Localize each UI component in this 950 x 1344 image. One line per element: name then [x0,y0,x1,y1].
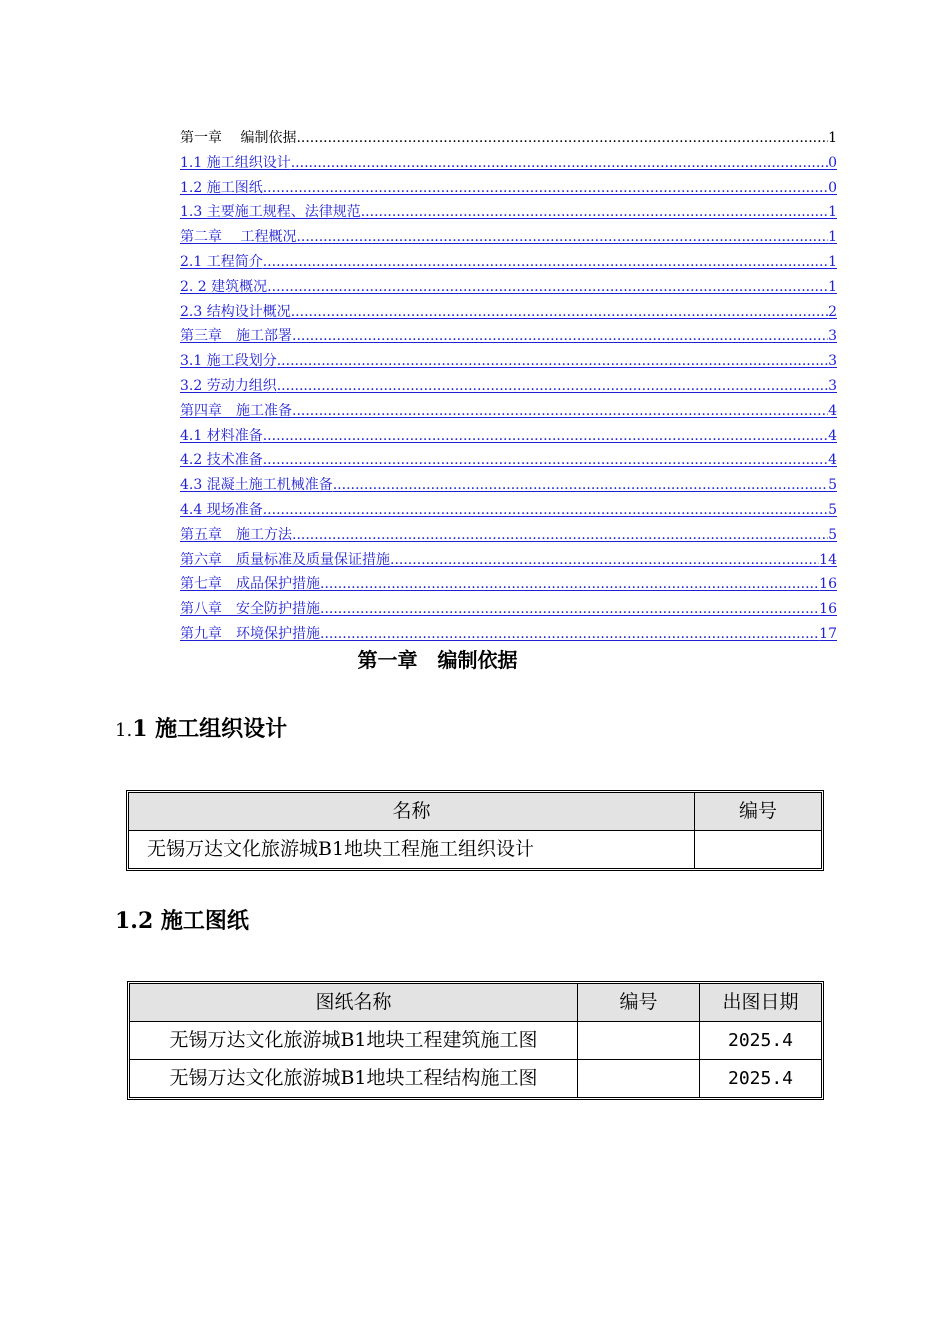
toc-entry[interactable] [180,324,837,349]
section-number-prefix: 1. [115,720,133,741]
cell-number [578,1022,700,1060]
toc-entry[interactable] [180,548,837,573]
cell-drawing-name: 无锡万达文化旅游城B1地块工程建筑施工图 [130,1022,578,1060]
cell-drawing-name: 无锡万达文化旅游城B1地块工程结构施工图 [130,1060,578,1097]
chapter-title: 第一章 编制依据 [357,648,518,672]
header-cell-number: 编号 [578,984,700,1022]
cell-date: 2025.4 [727,1068,794,1089]
toc-entry-page: 4 [828,452,837,469]
toc-entry-page: 1 [828,253,837,270]
toc-entry[interactable] [180,523,837,548]
toc-entry[interactable] [180,399,837,424]
toc-entry-page: 16 [819,576,837,593]
toc-entry-page: 5 [828,501,837,518]
toc-entry-title: 第二章 工程概况 [180,229,297,246]
toc-entry[interactable] [180,374,837,399]
toc-entry[interactable] [180,300,837,325]
table-header-row [129,793,821,831]
toc-entry-title: 1.1 施工组织设计 [180,154,291,171]
toc-entry[interactable] [180,597,837,622]
toc-entry[interactable] [180,176,837,201]
toc-entry-page: 3 [828,328,837,345]
toc-entry-title: 第八章 安全防护措施 [180,601,320,618]
toc-entry[interactable] [180,622,837,647]
toc-entry-title: 3.2 劳动力组织 [180,377,277,394]
toc-entry[interactable] [180,424,837,449]
toc-entry-title: 1.3 主要施工规程、法律规范 [180,204,361,221]
toc-entry-page: 1 [828,278,837,295]
toc-entry-title: 4.3 混凝土施工机械准备 [180,477,333,494]
toc-entry[interactable] [180,126,837,151]
section-title: 1 施工组织设计 [132,716,288,742]
toc-entry[interactable] [180,250,837,275]
section-heading-1-2: 1.2 施工图纸 [115,908,249,934]
toc-entry-page: 1 [828,130,837,146]
toc-entry-page: 5 [828,526,837,543]
toc-entry-title: 第六章 质量标准及质量保证措施 [180,551,390,568]
toc-entry-title: 第一章 编制依据 [180,130,297,146]
cell-number [578,1060,700,1097]
toc-entry-page: 4 [828,402,837,419]
toc-entry-title: 2.3 结构设计概况 [180,303,291,320]
toc-entry[interactable] [180,151,837,176]
table-header-row [130,984,821,1022]
toc-entry-page: 0 [828,179,837,196]
toc-entry-title: 2. 2 建筑概况 [180,278,268,295]
toc-entry-title: 第九章 环境保护措施 [180,625,320,642]
toc-entry-title: 4.1 材料准备 [180,427,263,444]
toc-entry-page: 16 [819,601,837,618]
header-cell-number: 编号 [695,793,821,831]
toc-entry-page: 5 [828,477,837,494]
toc-entry-title: 第五章 施工方法 [180,526,292,543]
toc-entry-title: 第三章 施工部署 [180,328,292,345]
toc-entry[interactable] [180,473,837,498]
toc-entry[interactable] [180,225,837,250]
table-of-contents [180,126,837,647]
toc-entry-page: 0 [828,154,837,171]
toc-entry-page: 1 [828,204,837,221]
toc-entry-page: 3 [828,377,837,394]
toc-entry-title: 第四章 施工准备 [180,402,292,419]
table-row [130,1060,821,1097]
table-row [129,831,821,868]
toc-entry-page: 4 [828,427,837,444]
header-cell-drawing-name: 图纸名称 [130,984,578,1022]
cell-date: 2025.4 [700,1022,821,1060]
drawings-table [127,981,824,1100]
cell-number [695,831,821,868]
toc-entry[interactable] [180,498,837,523]
toc-entry-page: 3 [828,353,837,370]
toc-entry-page: 2 [828,303,837,320]
toc-entry[interactable] [180,448,837,473]
toc-entry-page: 14 [819,551,837,568]
toc-entry[interactable] [180,200,837,225]
section-heading-1-1 [115,714,287,746]
toc-entry-title: 4.4 现场准备 [180,501,263,518]
toc-entry[interactable] [180,572,837,597]
toc-entry-title: 第七章 成品保护措施 [180,576,320,593]
toc-entry[interactable] [180,275,837,300]
toc-entry-page: 17 [819,625,837,642]
construction-design-table [126,790,824,871]
toc-entry-title: 4.2 技术准备 [180,452,263,469]
toc-entry-title: 1.2 施工图纸 [180,179,263,196]
toc-entry-page: 1 [828,229,837,246]
toc-entry[interactable] [180,349,837,374]
toc-entry-title: 3.1 施工段划分 [180,353,277,370]
table-row [130,1022,821,1060]
cell-name: 无锡万达文化旅游城B1地块工程施工组织设计 [129,831,695,868]
header-cell-name: 名称 [129,793,695,831]
header-cell-date: 出图日期 [700,984,821,1022]
toc-entry-title: 2.1 工程简介 [180,253,263,270]
